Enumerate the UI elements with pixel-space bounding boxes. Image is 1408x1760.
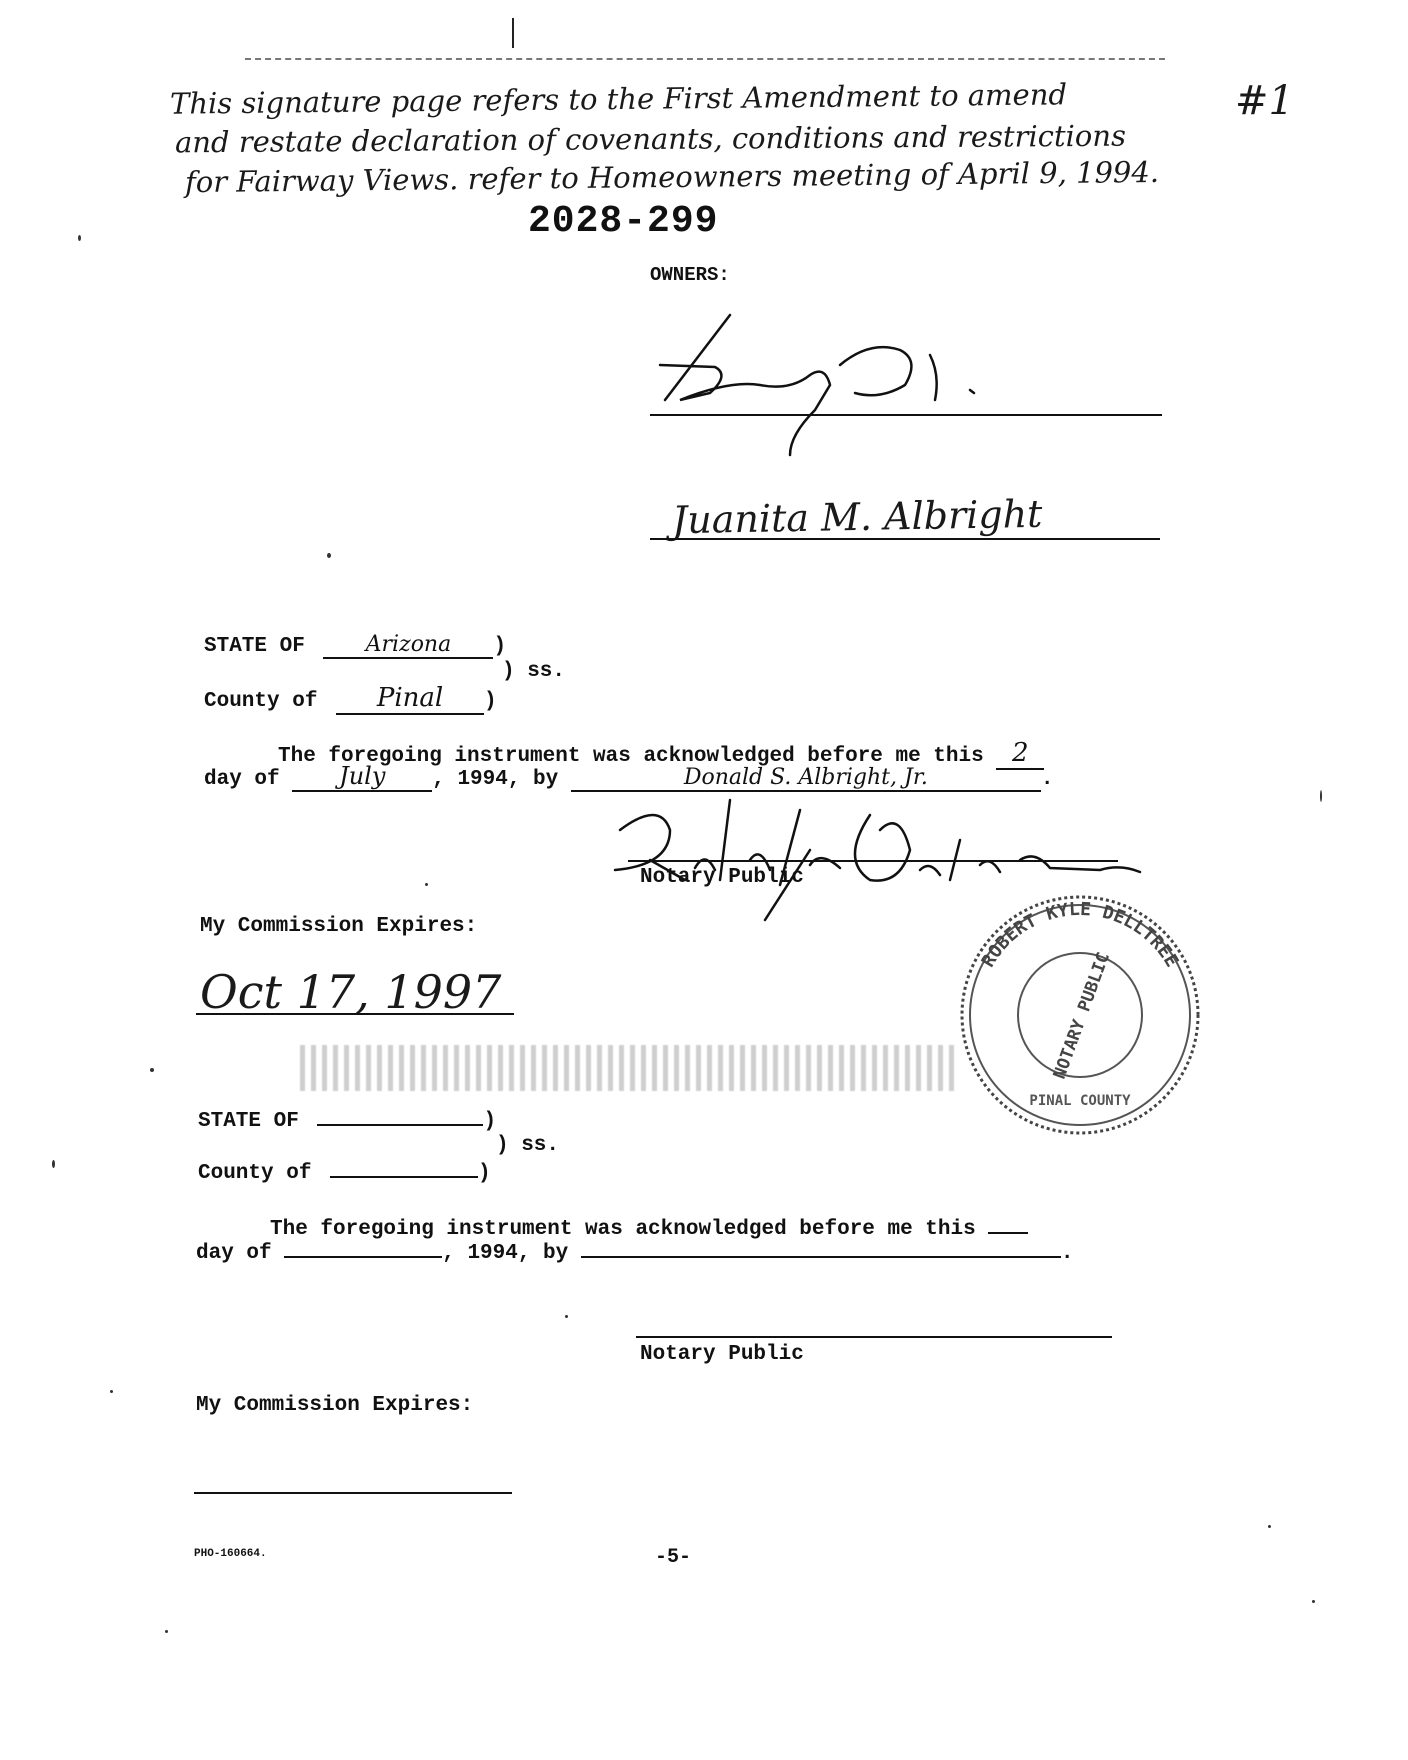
ack2-state-row [198, 1106, 496, 1133]
scan-speck [110, 1390, 113, 1393]
ack2-state-paren: ) [483, 1110, 497, 1133]
seal-center-text: NOTARY PUBLIC [1049, 949, 1115, 1082]
owner-signature-1 [640, 305, 1100, 465]
ack2-county-paren: ) [478, 1162, 491, 1185]
scan-speck [1320, 790, 1322, 802]
ack1-ss: ) ss. [502, 660, 566, 683]
ack1-day-value: 2 [996, 738, 1044, 770]
ack1-county-paren: ) [484, 690, 497, 713]
ack1-text: The foregoing instrument was acknowledged before me this [278, 745, 984, 768]
handwritten-note-line-3: for Fairway Views. refer to Homeowners meeting of April 9, 1994. [184, 154, 1160, 200]
ack1-state-row [204, 632, 506, 659]
scan-speck [52, 1160, 55, 1168]
scan-dash-line [245, 58, 1165, 60]
seal-bottom-text: PINAL COUNTY [1029, 1093, 1131, 1109]
ack1-month-value: July [292, 762, 432, 792]
handwritten-note-line-2: and restate declaration of covenants, conditions and restrictions [174, 118, 1127, 160]
ack2-county-field[interactable] [330, 1158, 478, 1178]
ack2-ss: ) ss. [496, 1134, 560, 1157]
ack1-county-row [204, 683, 497, 715]
scan-speck [150, 1068, 154, 1072]
ack1-state-paren: ) [493, 635, 507, 658]
form-code: PHO-160664. [194, 1548, 267, 1560]
ack2-year-text: , 1994, by [442, 1242, 569, 1265]
seal-outer-text: ROBERT KYLE DELLTREE [977, 898, 1183, 971]
ack2-text-line-2: day of , 1994, by . [196, 1238, 1073, 1265]
notary-seal [935, 890, 1225, 1140]
ack1-year-text: , 1994, by [432, 768, 559, 791]
scan-speck [1268, 1525, 1271, 1528]
page-number: -5- [655, 1546, 692, 1569]
ack2-county-label: County of [198, 1162, 312, 1185]
handwritten-page-mark: #1 [1235, 78, 1294, 124]
owner-signature-line-1 [650, 414, 1162, 416]
book-page-number: 2028-299 [528, 200, 719, 243]
scan-speck [565, 1315, 568, 1318]
ack1-county-label: County of [204, 690, 318, 713]
scan-speck [327, 553, 331, 558]
owner-signature-line-2 [650, 538, 1160, 540]
ack1-commission-line [196, 1013, 514, 1015]
ack2-commission-line [194, 1492, 512, 1494]
ack2-state-label: STATE OF [198, 1110, 299, 1133]
ack2-by-field[interactable] [581, 1238, 1061, 1258]
ack2-text: The foregoing instrument was acknowledged before me this [270, 1218, 976, 1241]
handwritten-note-line-1: This signature page refers to the First Amendment to amend [169, 77, 1068, 121]
ack1-state-label: STATE OF [204, 635, 305, 658]
scan-mark [512, 18, 514, 48]
ack2-notary-label: Notary Public [640, 1343, 804, 1366]
ack2-month-field[interactable] [284, 1238, 442, 1258]
faded-stamp-residue [300, 1045, 960, 1091]
ack1-commission-value: Oct 17, 1997 [200, 965, 502, 1019]
ack2-day-of: day of [196, 1242, 272, 1265]
ack2-commission-label: My Commission Expires: [196, 1394, 474, 1417]
scan-speck [425, 883, 428, 886]
scan-speck [78, 235, 81, 241]
ack1-day-of: day of [204, 768, 280, 791]
ack2-notary-line [636, 1336, 1112, 1338]
ack1-by-value: Donald S. Albright, Jr. [571, 765, 1041, 792]
ack1-notary-line [628, 860, 1118, 862]
ack2-text-line-1 [270, 1214, 1028, 1241]
owners-label: OWNERS: [650, 264, 730, 286]
ack2-county-row [198, 1158, 491, 1185]
ack2-state-field[interactable] [317, 1106, 483, 1126]
ack1-text-line-2: day of July , 1994, by Donald S. Albright, Jr. . [204, 762, 1054, 791]
ack2-day-field[interactable] [988, 1214, 1028, 1234]
ack1-county-value: Pinal [336, 683, 484, 715]
ack1-commission-label: My Commission Expires: [200, 915, 478, 938]
ack1-state-value: Arizona [323, 632, 493, 659]
scan-speck [165, 1630, 168, 1633]
ack1-notary-label: Notary Public [640, 866, 804, 889]
owner-signature-2: Juanita M. Albright [671, 491, 1043, 543]
scan-speck [1312, 1600, 1315, 1603]
